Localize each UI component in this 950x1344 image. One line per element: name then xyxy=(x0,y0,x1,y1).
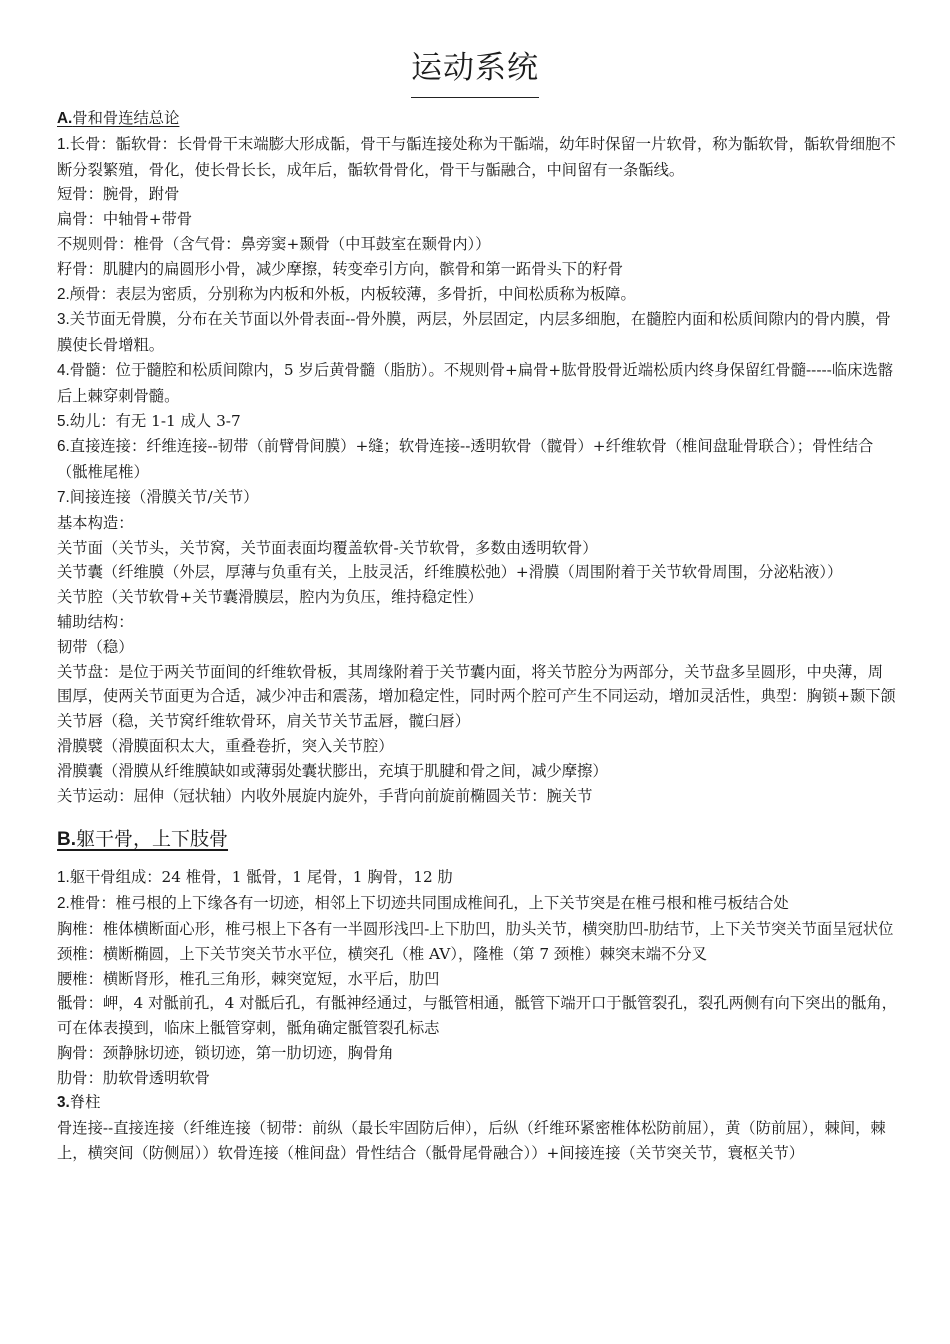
paragraph-text: 胸椎：椎体横断面心形，椎弓根上下各有一半圆形浅凹-上下肋凹，肋头关节，横突肋凹-肋结节，上下关节突关节面呈冠状位 xyxy=(57,919,894,938)
paragraph xyxy=(57,358,897,409)
paragraph xyxy=(57,182,897,207)
paragraph-text: 骨髓：位于髓腔和松质间隙内，5 岁后黄骨髓（脂肪）。不规则骨+扁骨+肱骨股骨近端松质内终身保留红骨髓-----临床选髂后上棘穿刺骨髓。 xyxy=(57,360,894,405)
paragraph xyxy=(57,784,897,809)
section-b-title: 躯干骨，上下肢骨 xyxy=(76,828,229,851)
paragraph-text: 基本构造： xyxy=(57,513,134,532)
paragraph xyxy=(57,485,897,511)
paragraph-text: 腰椎：横断肾形，椎孔三角形，棘突宽短，水平后，肋凹 xyxy=(57,969,440,988)
paragraph-text: 短骨：腕骨，跗骨 xyxy=(57,185,180,204)
paragraph-text: 直接连接：纤维连接--韧带（前臂骨间膜）+缝；软骨连接--透明软骨（髋骨）+纤维软骨（椎间盘耻骨联合）；骨性结合（骶椎尾椎） xyxy=(57,437,874,482)
section-a-body xyxy=(57,132,897,809)
paragraph xyxy=(57,536,897,561)
paragraph-text: 韧带（稳） xyxy=(57,637,134,656)
section-a-heading xyxy=(57,106,897,132)
paragraph xyxy=(57,967,897,992)
paragraph xyxy=(57,942,897,967)
item-number: 6. xyxy=(57,438,70,456)
section-a-letter: A. xyxy=(57,110,73,127)
paragraph xyxy=(57,1041,897,1066)
paragraph-text: 间接连接（滑膜关节/关节） xyxy=(69,487,259,506)
paragraph-text: 长骨：骺软骨：长骨骨干末端膨大形成骺，骨干与骺连接处称为干骺端，幼年时保留一片软骨，称为骺软骨，骺软骨细胞不断分裂繁殖，骨化，使长骨长长，成年后，骺软骨骨化，骨干与骺融合，中间留有一条骺线。 xyxy=(57,134,896,179)
paragraph xyxy=(57,560,897,585)
paragraph xyxy=(57,734,897,759)
paragraph-text: 幼儿：有无 1-1 成人 3-7 xyxy=(69,411,241,430)
item-number: 2. xyxy=(57,895,70,913)
paragraph-text: 骨连接--直接连接（纤维连接（韧带：前纵（最长牢固防后伸），后纵（纤维环紧密椎体松防前屈），黄（防前屈），棘间，棘上，横突间（防侧屈））软骨连接（椎间盘）骨性结合（骶骨尾骨融合））+间接连接（关节突关节，寰枢关节） xyxy=(57,1119,886,1163)
title-underline xyxy=(411,97,539,98)
paragraph-text: 籽骨：肌腱内的扁圆形小骨，减少摩擦，转变牵引方向，髌骨和第一跖骨头下的籽骨 xyxy=(57,259,623,278)
paragraph-text: 胸骨：颈静脉切迹，锁切迹，第一肋切迹，胸骨角 xyxy=(57,1043,394,1062)
paragraph xyxy=(57,434,897,485)
paragraph-text: 关节面（关节头，关节窝，关节面表面均覆盖软骨-关节软骨，多数由透明软骨） xyxy=(57,538,598,557)
document-body xyxy=(57,106,897,1166)
item-number: 1. xyxy=(57,869,70,887)
paragraph xyxy=(57,759,897,784)
paragraph-text: 骶骨：岬，4 对骶前孔，4 对骶后孔，有骶神经通过，与骶管相通，骶管下端开口于骶管裂孔，裂孔两侧有向下突出的骶角，可在体表摸到，临床上骶管穿刺，骶角确定骶管裂孔标志 xyxy=(57,994,897,1038)
paragraph-text: 滑膜襞（滑膜面积太大，重叠卷折，突入关节腔） xyxy=(57,736,394,755)
paragraph-text: 辅助结构： xyxy=(57,612,134,631)
paragraph-text: 躯干骨组成：24 椎骨，1 骶骨，1 尾骨，1 胸骨，12 肋 xyxy=(69,868,453,887)
item-number: 2. xyxy=(57,285,70,303)
paragraph xyxy=(57,865,897,891)
paragraph xyxy=(57,1116,897,1166)
paragraph-text: 扁骨：中轴骨+带骨 xyxy=(57,210,193,229)
paragraph xyxy=(57,585,897,610)
paragraph xyxy=(57,409,897,435)
paragraph-text: 不规则骨：椎骨（含气骨：鼻旁窦+颞骨（中耳鼓室在颞骨内）） xyxy=(57,234,491,253)
paragraph-text: 脊柱 xyxy=(69,1093,101,1112)
paragraph xyxy=(57,132,897,183)
paragraph-text: 椎骨：椎弓根的上下缘各有一切迹，相邻上下切迹共同围成椎间孔，上下关节突是在椎弓根和椎弓板结合处 xyxy=(69,894,789,913)
paragraph-text: 关节腔（关节软骨+关节囊滑膜层，腔内为负压，维持稳定性） xyxy=(57,588,483,607)
paragraph xyxy=(57,991,897,1041)
paragraph xyxy=(57,232,897,257)
paragraph xyxy=(57,709,897,734)
item-number: 3. xyxy=(57,1094,70,1112)
paragraph xyxy=(57,1090,897,1116)
paragraph xyxy=(57,1066,897,1091)
page-title: 运动系统 xyxy=(411,50,539,86)
paragraph-text: 滑膜囊（滑膜从纤维膜缺如或薄弱处囊状膨出，充填于肌腱和骨之间，减少摩擦） xyxy=(57,761,608,780)
item-number: 7. xyxy=(57,488,70,506)
paragraph xyxy=(57,257,897,282)
section-b-letter: B. xyxy=(57,829,76,851)
item-number: 4. xyxy=(57,361,70,379)
paragraph-text: 关节唇（稳，关节窝纤维软骨环，肩关节关节盂唇，髋臼唇） xyxy=(57,712,471,731)
item-number: 5. xyxy=(57,412,70,430)
paragraph-text: 关节囊（纤维膜（外层，厚薄与负重有关，上肢灵活，纤维膜松弛）+滑膜（周围附着于关节软骨周围，分泌粘液）） xyxy=(57,563,843,582)
paragraph-text: 关节盘：是位于两关节面间的纤维软骨板，其周缘附着于关节囊内面，将关节腔分为两部分，关节盘多呈圆形，中央薄，周围厚，使两关节面更为合适，减少冲击和震荡，增加稳定性，同时两个腔可产生不同运动，增加灵活性，典型：胸锁+颞下颌 xyxy=(57,662,896,706)
paragraph xyxy=(57,511,897,536)
paragraph xyxy=(57,307,897,358)
paragraph xyxy=(57,635,897,660)
section-b-heading xyxy=(57,824,897,855)
paragraph xyxy=(57,282,897,308)
section-b-body xyxy=(57,865,897,1166)
paragraph xyxy=(57,207,897,232)
paragraph-text: 颈椎：横断椭圆，上下关节突关节水平位，横突孔（椎 AV），隆椎（第 7 颈椎）棘突末端不分叉 xyxy=(57,944,707,963)
paragraph xyxy=(57,917,897,942)
item-number: 1. xyxy=(57,135,70,153)
paragraph-text: 肋骨：肋软骨透明软骨 xyxy=(57,1068,210,1087)
paragraph xyxy=(57,891,897,917)
paragraph-text: 关节面无骨膜，分布在关节面以外骨表面--骨外膜，两层，外层固定，内层多细胞，在髓腔内面和松质间隙内的骨内膜，骨膜使长骨增粗。 xyxy=(57,310,891,355)
paragraph-text: 关节运动：屈伸（冠状轴）内收外展旋内旋外，手背向前旋前椭圆关节：腕关节 xyxy=(57,786,593,805)
item-number: 3. xyxy=(57,311,70,329)
paragraph xyxy=(57,660,897,710)
section-a-title: 骨和骨连结总论 xyxy=(72,109,180,127)
paragraph xyxy=(57,610,897,635)
paragraph-text: 颅骨：表层为密质，分别称为内板和外板，内板较薄，多骨折，中间松质称为板障。 xyxy=(69,284,636,303)
